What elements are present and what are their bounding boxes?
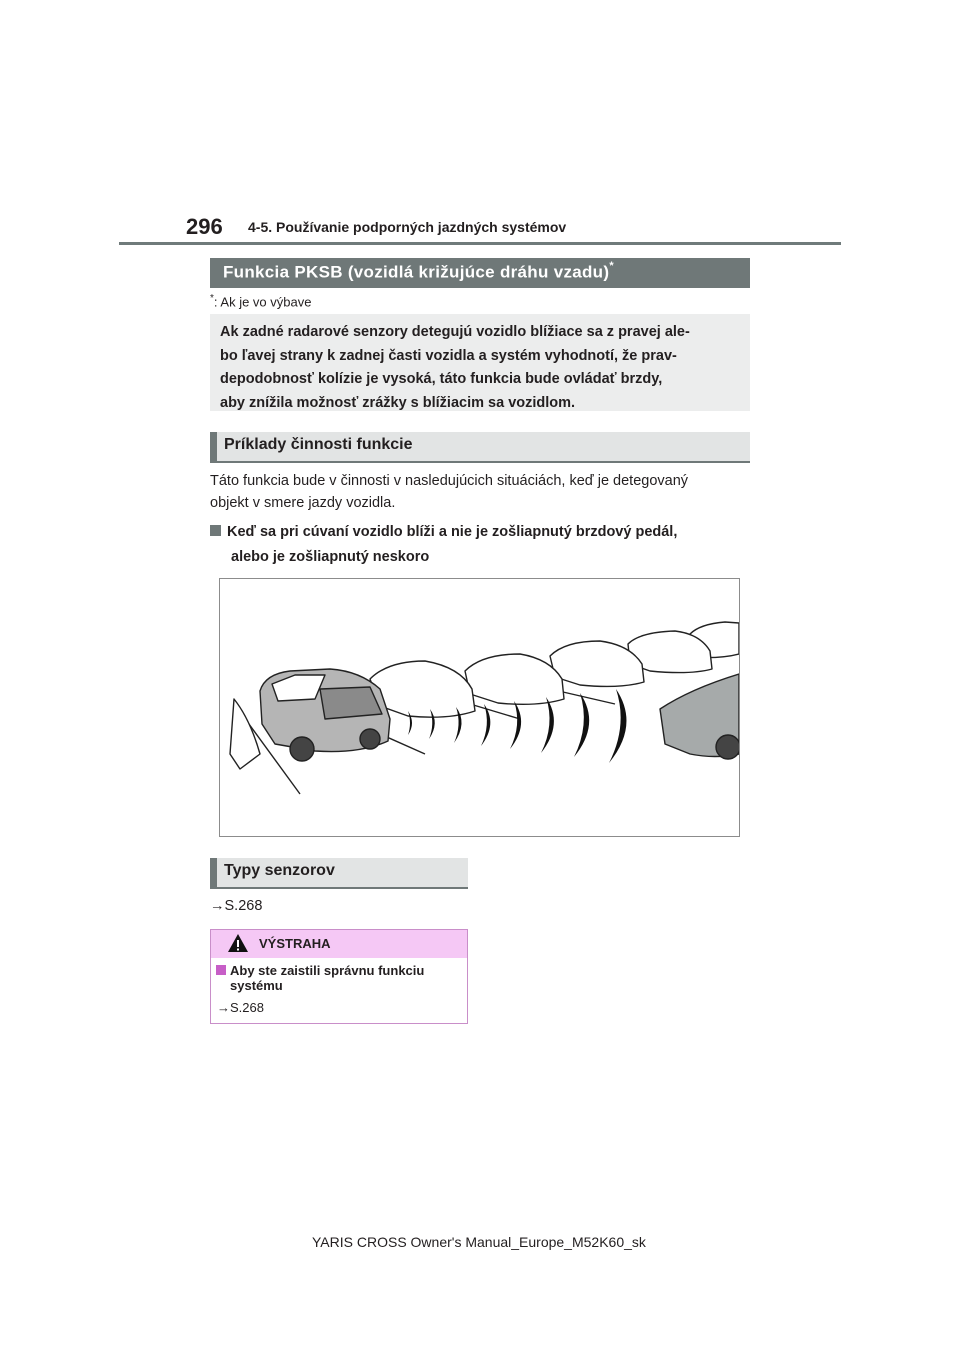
bullet-square-icon — [210, 525, 221, 536]
section-title: Funkcia PKSB (vozidlá križujúce dráhu vzadu) — [223, 262, 610, 282]
chapter-title: 4-5. Používanie podporných jazdných systémov — [248, 219, 567, 235]
examples-heading: Príklady činnosti funkcie — [210, 432, 750, 463]
intro-line: depodobnosť kolízie je vysoká, táto funkcia bude ovládať brzdy, — [220, 371, 663, 387]
footnote — [210, 293, 311, 309]
intro-line: aby znížila možnosť zrážky s blížiacim sa vozidlom. — [220, 394, 576, 411]
rear-cross-traffic-illustration — [220, 579, 739, 836]
parking-illustration — [219, 578, 740, 837]
warning-reference[interactable]: →S.268 — [217, 1000, 264, 1015]
warning-item — [216, 963, 461, 993]
warning-item-line: systému — [230, 978, 283, 993]
sensor-types-reference[interactable]: →S.268 — [210, 898, 263, 914]
examples-text-line: Táto funkcia bude v činnosti v nasledujúcich situáciách, keď je detegovaný — [210, 473, 689, 489]
page-number: 296 — [186, 214, 223, 239]
warning-item-line: Aby ste zaistili správnu funkciu — [230, 963, 425, 978]
examples-text-line: objekt v smere jazdy vozidla. — [210, 495, 396, 511]
bullet-line: alebo je zošliapnutý neskoro — [231, 549, 430, 565]
warning-triangle-icon — [227, 932, 249, 954]
section-title-bar — [210, 258, 750, 288]
footer: YARIS CROSS Owner's Manual_Europe_M52K60_sk — [312, 1234, 646, 1250]
header-rule — [119, 242, 841, 245]
sensor-types-heading: Typy senzorov — [210, 858, 468, 889]
warning-header — [211, 930, 467, 958]
bullet-line: Keď sa pri cúvaní vozidlo blíži a nie je zošliapnutý brzdový pedál, — [227, 524, 678, 540]
example-bullet — [210, 520, 750, 570]
intro-box — [210, 314, 750, 411]
warning-bullet-icon — [216, 965, 226, 975]
warning-box — [210, 929, 468, 1024]
footnote-text: : Ak je vo výbave — [213, 294, 312, 310]
intro-line: bo ľavej strany k zadnej časti vozidla a systém vyhodnotí, že prav- — [220, 347, 677, 364]
section-title-mark: * — [609, 260, 614, 272]
footnote-mark: * — [210, 293, 214, 304]
examples-text — [210, 470, 755, 514]
warning-title: VÝSTRAHA — [259, 936, 331, 951]
intro-line: Ak zadné radarové senzory detegujú vozidlo blížiace sa z pravej ale- — [220, 324, 690, 340]
